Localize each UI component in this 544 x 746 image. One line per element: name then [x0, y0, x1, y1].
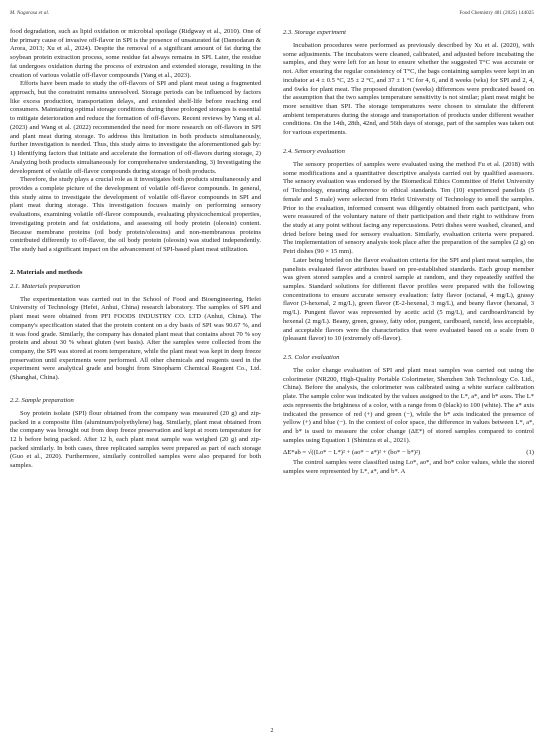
- paragraph: Incubation procedures were performed as previously described by Xu et al. (2020), with some adjustments. The incubators were cleaned, calibrated, and adjusted before incubating the samples, and they were left for an hour to ensure whether the suggested T°C was accurate or not. After ensuring the regular consistency of T°C, the bags containing samples were kept in an incubator at 4 ± 0.5 °C, 25 ± 2 °C, and 37 ± 1 °C for 4, 6, and 8 weeks (wks) for SPI and 2, 4, and 6wks for plant meat. The proposed duration (weeks) differences were predicated based on the assumption that the two samples temperature sensitivity is not similar; plant meat might be more sensitive than SPI. The storage temperatures were chosen to simulate the different ambient temperatures during the storage and transportation of products under different weather conditions. On the 14th, 28th, 42nd, and 56th days of storage, part of the samples was taken out for various experiments.: [283, 42, 534, 137]
- equation-row: [283, 445, 534, 459]
- equation: ΔE*ab = √((Lo* − L*)² + (ao* − a*)² + (bo* − b*)²): [283, 448, 421, 456]
- paragraph: Later being briefed on the flavor evaluation criteria for the SPI and plant meat samples, the panelists evaluated flavor attributes based on pre-established standards. Each group member was given stored samples and a control sample at random, and they repeatedly sniffed the samples. Standard solutions for different flavor profiles were prepared with the following concentrations to ensure accurate sensory evaluation: fatty flavor (octanal, 4 mg/L), grassy flavor (3-hexenal, 2 mg/L), green flavor (E-2-hexenal, 3 mg/L), and beany flavor (hexanal, 3 mg/L). Pungent flavor was represented by acetic acid (5 mg/L), and cardboard/rancid by hexenal (2 mg/L). Beany, green, grassy, fatty odor, pungent, cardboard, rancid, less acceptable, and acceptable flavors were the characteristics that were evaluated based on a scale from 0 (pleasant flavor) to 10 (extremely off-flavor).: [283, 256, 534, 343]
- paragraph: Therefore, the study plays a crucial role as it investigates both products simultaneously and provides a complete picture of the development of volatile off-flavor compounds. In general, this study aims to investigate the development of volatile off-flavor compounds in SPI and plant meat during storage. This investigation focuses mainly on performing sensory evaluations, examining volatile off-flavor compounds, evaluating physicochemical properties, investigating protein and fat oxidations, and assessing oil body protein (oleosin) content. Because membrane proteins (oil body protein/oleosins) and non-membranous proteins contributed differently to off-flavor, the oil body protein (oleosin) was studied independently. The study had a significant impact on the advancement of SPI-based plant meat utilization.: [10, 176, 261, 253]
- right-column: [283, 28, 534, 477]
- paragraph: The color change evaluation of SPI and plant meat samples was carried out using the colorimeter (NR200, High-Quality Portable Colorimeter, Shenzhen 3nh Technology Co. Ltd., China). Before the analysis, the colorimeter was calibrated using a white surface calibration plate. The sample color was indicated by the values assigned to the L*, a*, and b* axes. The L* axis represents the brightness of a color, with a range from 0 (black) to 100 (white). The a* axis indicated the presence of red (+) and green (−), while the b* axis indicated the presence of yellow (+) and blue (−). In the context of color space, the difference in values between L*, a*, and b* is used to measure the color change (ΔE*) of stored samples compared to control samples using Equation 1 (Shimizu et al., 2021).: [283, 367, 534, 444]
- paragraph: The control samples were classified using Lo*, ao*, and bo* color values, while the stored samples were represented by L*, a*, and b*. A: [283, 459, 534, 476]
- section-heading: 2. Materials and methods: [10, 268, 83, 276]
- paragraph: food degradation, such as lipid oxidation or microbial spoilage (Ridgway et al., 2010). One of the primary cause of invasive off-flavor in SPI is the presence of unsaturated fat (Damodaran & Arora, 2013; Xu et al., 2024). Despite the removal of a significant amount of fat during the soybean protein extraction process, some residue fat always remains in SPI. Later, the residue fat undergoes oxidation during the process of extrusion and extended storage, resulting in the creation of various volatile off-flavor compounds (Yang et al., 2023).: [10, 28, 261, 79]
- paragraph: Efforts have been made to study the off-flavors of SPI and plant meat using a fragmented approach, but the constraint remains unresolved. Storage periods can be influenced by factors like excess production, transportation delays, and extended shelf-life before reaching end consumers. Maintaining optimal storage conditions during these prolonged storages is essential to mitigate deterioration and reduce the formation of off-flavors. Recent reviews by Yang et al. (2023) and Wang et al. (2022) recommended the need for more research on off-flavors in SPI and plant meat during storage. To address this limitation in both products simultaneously, further investigation is needed. Thus, this study aims to investigate the aforementioned gab by: 1) Identifying factors that initiate and accelerate the formation of off-flavors during storage, 2) Analyzing both products simultaneously for comprehensive understanding, 3) Investigating the development of volatile off-flavor compounds during storage of both products.: [10, 80, 261, 175]
- subsection-heading: 2.3. Storage experiment: [283, 29, 346, 36]
- left-column: [10, 28, 261, 471]
- running-header-authors: M. Nagarasa et al.: [10, 10, 50, 16]
- subsection-heading: 2.2. Sample preparation: [10, 396, 74, 404]
- subsection-heading: 2.1. Materials preparation: [10, 282, 81, 290]
- subsection-heading: 2.4. Sensory evaluation: [283, 147, 345, 155]
- running-header-journal: Food Chemistry 481 (2025) 144025: [459, 10, 534, 16]
- subsection-heading: 2.5. Color evaluation: [283, 354, 340, 361]
- page-number: 2: [270, 728, 274, 734]
- equation-number: (1): [526, 448, 534, 456]
- paragraph: The sensory properties of samples were evaluated using the method Fu et al. (2018) with some modifications and a quantitative descriptive analysis carried out by qualified assessors. The sensory evaluation was endorsed by the Biomedical Ethics Committee of Hefei University of Technology, ensuring adherence to ethical standards. Ten (10) experienced panelists (5 female and 5 male) were selected from Hefei University of Technology to smell the samples. Prior to the evaluation, informed consent was diligently obtained from each participant, who were reassured of the voluntary nature of their participation and their right to withdraw from the study at any point without facing any repercussions. Petri dishes were washed, cleaned, and dried before being used for sensory evaluation. Similarly, evaluation criteria were prepared. The implementation of sensory analysis took place after the preparation of the samples (2 g) on Petri dishes (90 × 15 mm).: [283, 160, 534, 256]
- paragraph: The experimentation was carried out in the School of Food and Bioengineering, Hefei University of Technology (Hefei, Anhui, China) research laboratory. The samples of SPI and plant meat were obtained from PFI FOODS INDUSTRY CO. LTD (Anhui, China). The company's specification stated that the protein content on a dry basis of SPI was 90.67 %, and it was food grade. Similarly, the company has donated plant meat that contains about 70 % soy protein and about 30 % wheat gluten (wet basis). After the samples were collected from the company, the SPI was stored at room temperature, while the plant meat was kept in deep freeze preservation until experiments were performed. All other chemicals and reagents used in the experiment were analytical grade and bought from Sinopharm Chemical Reagent Co., Ltd. (Shanghai, China).: [10, 295, 261, 382]
- paragraph: Soy protein isolate (SPI) flour obtained from the company was measured (20 g) and zip-packed in a composite film (aluminum/polyethylene) bag. Similarly, plant meat obtained from the company was brought out from deep freeze preservation and kept at room temperature for 12 h before being packed. After 12 h, each plant meat sample was weighed (20 g) and zip-packed similarly. In both cases, three replicated samples were prepared as part of each storage (Guo et al., 2020). Furthermore, similarly controlled samples were also prepared for both samples.: [10, 409, 261, 470]
